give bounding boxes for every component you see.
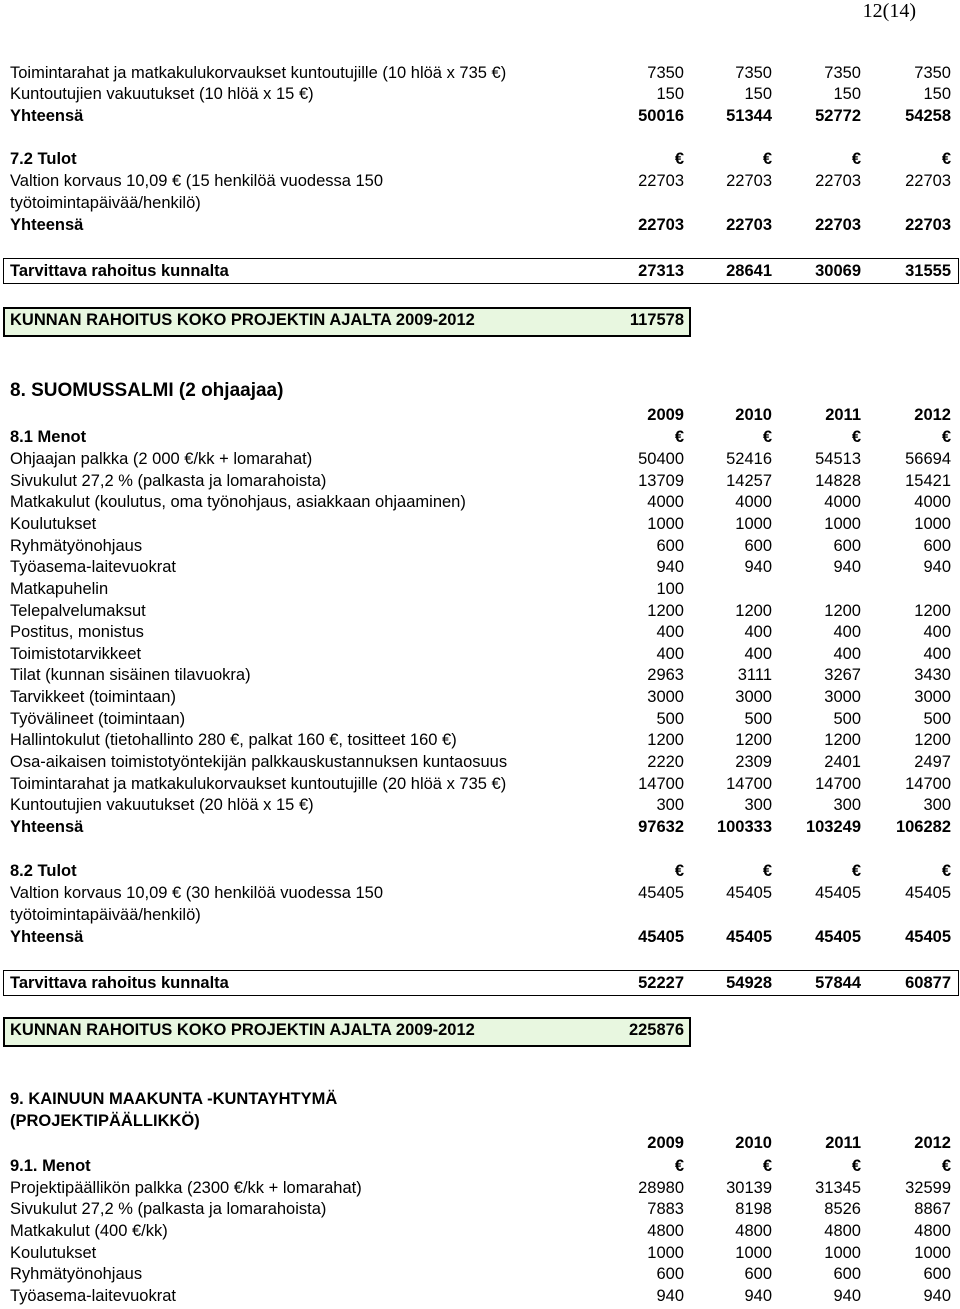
euro-symbol: € xyxy=(762,1157,772,1175)
value-2011: 57844 xyxy=(815,974,861,992)
year-2012: 2012 xyxy=(914,406,951,424)
value-2011: 300 xyxy=(833,796,861,814)
row-label: Osa-aikaisen toimistotyöntekijän palkkauskustannuksen kuntaosuus xyxy=(10,753,508,771)
section-subtitle: 7.2 Tulot xyxy=(10,150,77,168)
row-label: Matkapuhelin xyxy=(10,580,109,598)
row-label: Toimintarahat ja matkakulukorvaukset kuntoutujille (10 hlöä x 735 €) xyxy=(10,64,507,82)
value-2010: 30139 xyxy=(726,1179,772,1197)
value-2012: 600 xyxy=(923,537,951,555)
year-2010: 2010 xyxy=(735,1134,772,1152)
total-row xyxy=(10,926,954,948)
row-label: Valtion korvaus 10,09 € (30 henkilöä vuodessa 150 xyxy=(10,884,384,902)
value-2012: 3000 xyxy=(914,688,951,706)
year-header-row xyxy=(10,1132,954,1154)
value-2011: 22703 xyxy=(815,216,861,234)
value-2011: 150 xyxy=(833,85,861,103)
row-label: Tarvittava rahoitus kunnalta xyxy=(10,974,229,992)
row-label: Yhteensä xyxy=(10,818,84,836)
value-2012: 45405 xyxy=(905,928,951,946)
value-2012: 1000 xyxy=(914,1244,951,1262)
euro-symbol: € xyxy=(941,1157,951,1175)
value-2010: 7350 xyxy=(735,64,772,82)
value-2012: 400 xyxy=(923,645,951,663)
value-2009: 4000 xyxy=(647,493,684,511)
table-row xyxy=(10,643,954,665)
value-2010: 8198 xyxy=(735,1200,772,1218)
value-2010: 1000 xyxy=(735,1244,772,1262)
value-2012: 15421 xyxy=(905,472,951,490)
euro-symbol: € xyxy=(762,428,772,446)
row-label: Hallintokulut (tietohallinto 280 €, palkat 160 €, tositteet 160 €) xyxy=(10,731,457,749)
value-2011: 2401 xyxy=(824,753,861,771)
table-row xyxy=(10,773,954,795)
row-label: Postitus, monistus xyxy=(10,623,144,641)
table-row xyxy=(10,1285,954,1307)
row-label: Matkakulut (400 €/kk) xyxy=(10,1222,168,1240)
value-2011: 500 xyxy=(833,710,861,728)
value-2009: 600 xyxy=(656,537,684,555)
section-subtitle: 9.1. Menot xyxy=(10,1157,91,1175)
value-2010: 600 xyxy=(744,1265,772,1283)
value-2011: 7350 xyxy=(824,64,861,82)
value-2010: 4000 xyxy=(735,493,772,511)
table-row xyxy=(10,664,954,686)
value-2011: 30069 xyxy=(815,262,861,280)
value-2009: 22703 xyxy=(638,172,684,190)
value-2010: 400 xyxy=(744,623,772,641)
value-2011: 600 xyxy=(833,1265,861,1283)
value-2010: 300 xyxy=(744,796,772,814)
euro-symbol: € xyxy=(674,428,684,446)
value-2010: 14700 xyxy=(726,775,772,793)
value-2010: 2309 xyxy=(735,753,772,771)
value-2011: 14700 xyxy=(815,775,861,793)
value-2012: 1000 xyxy=(914,515,951,533)
section-subtitle: 8.2 Tulot xyxy=(10,862,77,880)
value-2011: 400 xyxy=(833,623,861,641)
value-2010: 45405 xyxy=(726,884,772,902)
value-2012: 4800 xyxy=(914,1222,951,1240)
table-row xyxy=(10,1220,954,1242)
total-row xyxy=(10,105,954,127)
value-2012: 45405 xyxy=(905,884,951,902)
value-2009: 7350 xyxy=(647,64,684,82)
value-2009: 940 xyxy=(656,1287,684,1305)
value-2012: 500 xyxy=(923,710,951,728)
value-2012: 3430 xyxy=(914,666,951,684)
value-2010: 51344 xyxy=(726,107,772,125)
value-2011: 45405 xyxy=(815,884,861,902)
value-2009: 13709 xyxy=(638,472,684,490)
koko-rahoitus-row xyxy=(10,1019,954,1041)
value-2009: 400 xyxy=(656,623,684,641)
value-2012: 60877 xyxy=(905,974,951,992)
row-label: Ryhmätyönohjaus xyxy=(10,537,143,555)
table-row-continuation xyxy=(10,904,954,926)
year-2012: 2012 xyxy=(914,1134,951,1152)
table-row xyxy=(10,170,954,192)
value-2011: 45405 xyxy=(815,928,861,946)
value-2012: 1200 xyxy=(914,602,951,620)
year-2010: 2010 xyxy=(735,406,772,424)
value-2011: 14828 xyxy=(815,472,861,490)
table-row xyxy=(10,600,954,622)
value-2012: 150 xyxy=(923,85,951,103)
value-2009: 7883 xyxy=(647,1200,684,1218)
value-2011: 22703 xyxy=(815,172,861,190)
value-2009: 1200 xyxy=(647,602,684,620)
value-2012: 940 xyxy=(923,1287,951,1305)
value-2010: 45405 xyxy=(726,928,772,946)
value-2009: 45405 xyxy=(638,928,684,946)
row-label: Toimintarahat ja matkakulukorvaukset kuntoutujille (20 hlöä x 735 €) xyxy=(10,775,507,793)
value-2010: 14257 xyxy=(726,472,772,490)
value-2010: 22703 xyxy=(726,172,772,190)
value-2012: 56694 xyxy=(905,450,951,468)
row-label: Yhteensä xyxy=(10,928,84,946)
value-2011: 4000 xyxy=(824,493,861,511)
table-row xyxy=(10,1198,954,1220)
value-2009: 14700 xyxy=(638,775,684,793)
value-2009: 27313 xyxy=(638,262,684,280)
table-row xyxy=(10,491,954,513)
value-2009: 50016 xyxy=(638,107,684,125)
value-2011: 1000 xyxy=(824,515,861,533)
value-2010: 54928 xyxy=(726,974,772,992)
value-2009: 1000 xyxy=(647,1244,684,1262)
table-row xyxy=(10,751,954,773)
value-2010: 3111 xyxy=(737,666,772,684)
value-2009: 940 xyxy=(656,558,684,576)
value-2009: 1200 xyxy=(647,731,684,749)
row-label: Yhteensä xyxy=(10,107,84,125)
year-header-row xyxy=(10,404,954,426)
value-2012: 31555 xyxy=(905,262,951,280)
row-label: Työasema-laitevuokrat xyxy=(10,1287,176,1305)
euro-symbol: € xyxy=(851,1157,861,1175)
value-2011: 400 xyxy=(833,645,861,663)
euro-symbol: € xyxy=(674,862,684,880)
value-2009: 3000 xyxy=(647,688,684,706)
value-2011: 52772 xyxy=(815,107,861,125)
value-2011: 54513 xyxy=(815,450,861,468)
value-2012: 1200 xyxy=(914,731,951,749)
year-2011: 2011 xyxy=(825,406,861,424)
table-row xyxy=(10,686,954,708)
value-2012: 8867 xyxy=(914,1200,951,1218)
euro-symbol: € xyxy=(674,1157,684,1175)
row-label: Tilat (kunnan sisäinen tilavuokra) xyxy=(10,666,251,684)
value-2012: 600 xyxy=(923,1265,951,1283)
value-2010: 3000 xyxy=(735,688,772,706)
value-2009: 50400 xyxy=(638,450,684,468)
value-2012: 14700 xyxy=(905,775,951,793)
row-label: Ryhmätyönohjaus xyxy=(10,1265,143,1283)
value-2012: 22703 xyxy=(905,216,951,234)
table-row-continuation xyxy=(10,192,954,214)
value-2012: 4000 xyxy=(914,493,951,511)
value-2010: 52416 xyxy=(726,450,772,468)
value-2009: 500 xyxy=(656,710,684,728)
table-row xyxy=(10,62,954,84)
year-2009: 2009 xyxy=(647,406,684,424)
value-2010: 150 xyxy=(744,85,772,103)
year-2009: 2009 xyxy=(647,1134,684,1152)
euro-symbol: € xyxy=(762,150,772,168)
value-2009: 2220 xyxy=(647,753,684,771)
value-2009: 400 xyxy=(656,645,684,663)
table-row xyxy=(10,470,954,492)
value-2010: 600 xyxy=(744,537,772,555)
table-row xyxy=(10,729,954,751)
row-label: Yhteensä xyxy=(10,216,84,234)
tulot-header-row xyxy=(10,148,954,170)
row-label: KUNNAN RAHOITUS KOKO PROJEKTIN AJALTA 2009-2012 xyxy=(10,311,475,329)
value-2009: 100 xyxy=(656,580,684,598)
euro-symbol: € xyxy=(762,862,772,880)
value-2010: 500 xyxy=(744,710,772,728)
value-2010: 100333 xyxy=(716,818,772,836)
tulot-header-row xyxy=(10,860,954,882)
row-label: Projektipäällikön palkka (2300 €/kk + lomarahat) xyxy=(10,1179,362,1197)
euro-symbol: € xyxy=(941,150,951,168)
table-row xyxy=(10,1242,954,1264)
row-label: Sivukulut 27,2 % (palkasta ja lomarahoista) xyxy=(10,472,327,490)
row-label: Sivukulut 27,2 % (palkasta ja lomarahoista) xyxy=(10,1200,327,1218)
value-2011: 600 xyxy=(833,537,861,555)
section-title-line-2: (PROJEKTIPÄÄLLIKKÖ) xyxy=(10,1112,200,1130)
value-2010: 940 xyxy=(744,558,772,576)
value-2011: 3267 xyxy=(824,666,861,684)
value-2011: 4800 xyxy=(824,1222,861,1240)
section-title: 8. SUOMUSSALMI (2 ohjaajaa) xyxy=(10,380,284,401)
row-label: Koulutukset xyxy=(10,515,97,533)
value-2011: 103249 xyxy=(805,818,861,836)
section-title xyxy=(10,1088,954,1110)
value-2010: 4800 xyxy=(735,1222,772,1240)
koko-rahoitus-row xyxy=(10,309,954,331)
section-subtitle: 8.1 Menot xyxy=(10,428,87,446)
total-row xyxy=(10,214,954,236)
value-2009: 22703 xyxy=(638,216,684,234)
euro-symbol: € xyxy=(941,862,951,880)
row-label: Koulutukset xyxy=(10,1244,97,1262)
value-2010: 28641 xyxy=(726,262,772,280)
value-2012: 7350 xyxy=(914,64,951,82)
total-value: 117578 xyxy=(629,311,684,329)
row-label: Tarvikkeet (toimintaan) xyxy=(10,688,176,706)
value-2010: 1200 xyxy=(735,602,772,620)
row-label: Valtion korvaus 10,09 € (15 henkilöä vuodessa 150 xyxy=(10,172,384,190)
value-2012: 400 xyxy=(923,623,951,641)
rahoitus-row xyxy=(10,972,954,994)
euro-symbol: € xyxy=(851,428,861,446)
row-label: KUNNAN RAHOITUS KOKO PROJEKTIN AJALTA 2009-2012 xyxy=(10,1021,475,1039)
table-row xyxy=(10,448,954,470)
menot-header-row xyxy=(10,1155,954,1177)
value-2012: 300 xyxy=(923,796,951,814)
value-2012: 2497 xyxy=(914,753,951,771)
value-2010: 22703 xyxy=(726,216,772,234)
value-2009: 52227 xyxy=(638,974,684,992)
value-2009: 28980 xyxy=(638,1179,684,1197)
value-2012: 106282 xyxy=(895,818,951,836)
row-label: työtoimintapäivää/henkilö) xyxy=(10,194,201,212)
value-2009: 2963 xyxy=(647,666,684,684)
table-row xyxy=(10,1177,954,1199)
total-value: 225876 xyxy=(628,1021,684,1039)
value-2011: 8526 xyxy=(824,1200,861,1218)
euro-symbol: € xyxy=(941,428,951,446)
value-2012: 54258 xyxy=(905,107,951,125)
euro-symbol: € xyxy=(851,862,861,880)
value-2012: 32599 xyxy=(905,1179,951,1197)
rahoitus-row xyxy=(10,260,954,282)
value-2010: 1000 xyxy=(735,515,772,533)
value-2011: 31345 xyxy=(815,1179,861,1197)
table-row xyxy=(10,578,954,600)
value-2010: 940 xyxy=(744,1287,772,1305)
table-row xyxy=(10,794,954,816)
table-row xyxy=(10,556,954,578)
row-label: työtoimintapäivää/henkilö) xyxy=(10,906,201,924)
table-row xyxy=(10,1263,954,1285)
row-label: Matkakulut (koulutus, oma työnohjaus, asiakkaan ohjaaminen) xyxy=(10,493,466,511)
year-2011: 2011 xyxy=(825,1134,861,1152)
row-label: Tarvittava rahoitus kunnalta xyxy=(10,262,229,280)
value-2009: 150 xyxy=(656,85,684,103)
value-2011: 1000 xyxy=(824,1244,861,1262)
value-2009: 97632 xyxy=(638,818,684,836)
row-label: Telepalvelumaksut xyxy=(10,602,146,620)
row-label: Toimistotarvikkeet xyxy=(10,645,142,663)
table-row xyxy=(10,513,954,535)
table-row xyxy=(10,708,954,730)
euro-symbol: € xyxy=(851,150,861,168)
table-row xyxy=(10,621,954,643)
section-title-line-1: 9. KAINUUN MAAKUNTA -KUNTAYHTYMÄ xyxy=(10,1090,338,1108)
value-2012: 940 xyxy=(923,558,951,576)
value-2011: 1200 xyxy=(824,602,861,620)
value-2009: 4800 xyxy=(647,1222,684,1240)
row-label: Kuntoutujien vakuutukset (10 hlöä x 15 €) xyxy=(10,85,314,103)
value-2009: 45405 xyxy=(638,884,684,902)
value-2010: 400 xyxy=(744,645,772,663)
value-2011: 940 xyxy=(833,558,861,576)
total-row xyxy=(10,816,954,838)
value-2011: 1200 xyxy=(824,731,861,749)
table-row xyxy=(10,535,954,557)
value-2009: 600 xyxy=(656,1265,684,1283)
value-2009: 1000 xyxy=(647,515,684,533)
table-row xyxy=(10,83,954,105)
value-2011: 940 xyxy=(833,1287,861,1305)
row-label: Työasema-laitevuokrat xyxy=(10,558,176,576)
euro-symbol: € xyxy=(674,150,684,168)
page-number: 12(14) xyxy=(862,0,916,22)
row-label: Kuntoutujien vakuutukset (20 hlöä x 15 €) xyxy=(10,796,314,814)
value-2012: 22703 xyxy=(905,172,951,190)
row-label: Työvälineet (toimintaan) xyxy=(10,710,186,728)
value-2009: 300 xyxy=(656,796,684,814)
value-2011: 3000 xyxy=(824,688,861,706)
section-title xyxy=(10,1110,954,1132)
menot-header-row xyxy=(10,426,954,448)
row-label: Ohjaajan palkka (2 000 €/kk + lomarahat) xyxy=(10,450,313,468)
table-row xyxy=(10,882,954,904)
value-2010: 1200 xyxy=(735,731,772,749)
